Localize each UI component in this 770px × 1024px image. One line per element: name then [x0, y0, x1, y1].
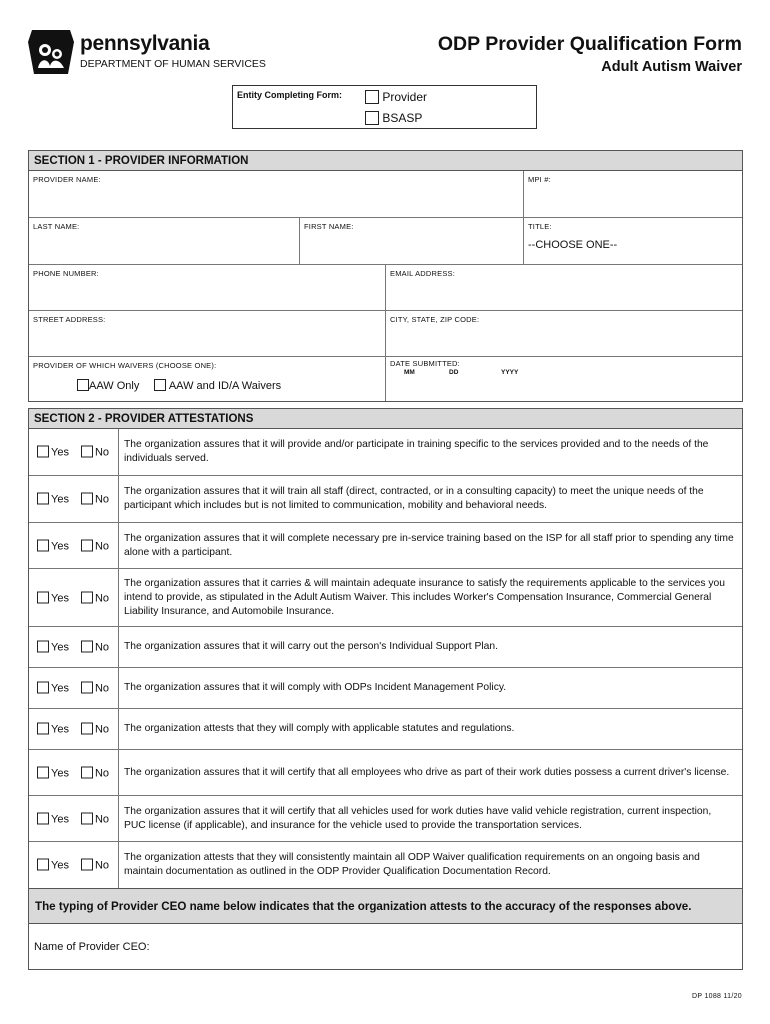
phone-label: PHONE NUMBER:	[33, 269, 99, 278]
yes-no-options	[37, 641, 109, 654]
no-checkbox[interactable]	[81, 641, 93, 653]
org-department: DEPARTMENT OF HUMAN SERVICES	[80, 58, 266, 70]
section-2-title: SECTION 2 - PROVIDER ATTESTATIONS	[29, 409, 742, 429]
phone-field[interactable]	[29, 265, 386, 311]
provider-name-field[interactable]	[29, 171, 524, 218]
mpi-label: MPI #:	[528, 175, 551, 184]
title-label: TITLE:	[528, 222, 552, 231]
yes-checkbox[interactable]	[37, 812, 49, 824]
entity-label: Entity Completing Form:	[237, 90, 342, 100]
yes-checkbox[interactable]	[37, 446, 49, 458]
yes-checkbox[interactable]	[37, 682, 49, 694]
no-label: No	[94, 641, 110, 654]
street-field[interactable]	[29, 311, 386, 357]
yes-checkbox[interactable]	[37, 766, 49, 778]
no-label: No	[94, 813, 110, 825]
section-2	[28, 408, 743, 889]
section-1	[28, 150, 743, 402]
city-label: CITY, STATE, ZIP CODE:	[390, 315, 480, 324]
yes-no-options	[37, 766, 109, 779]
form-subtitle: Adult Autism Waiver	[601, 59, 742, 75]
attestation-row	[29, 523, 742, 569]
attestation-row	[29, 750, 742, 796]
yes-no-options	[37, 859, 109, 872]
attestation-confirm-bar: The typing of Provider CEO name below indicates that the organization attests to the accuracy of the responses above.	[28, 888, 743, 924]
no-label: No	[94, 859, 110, 872]
yes-no-options	[37, 591, 109, 604]
waivers-label: PROVIDER OF WHICH WAIVERS (CHOOSE ONE):	[33, 361, 217, 370]
date-label: DATE SUBMITTED:	[390, 359, 460, 368]
attestation-text: The organization assures that it will carry out the person's Individual Support Plan.	[124, 641, 498, 652]
keystone-seal-icon	[28, 28, 74, 76]
yes-no-cell	[29, 842, 119, 888]
aaw-only-label: AAW Only	[89, 380, 140, 392]
yes-no-cell	[29, 523, 119, 568]
form-code: DP 1088 11/20	[692, 993, 742, 1000]
no-label: No	[94, 446, 110, 459]
yes-no-options	[37, 539, 109, 552]
entity-option-bsasp[interactable]	[365, 111, 422, 125]
attestation-row	[29, 476, 742, 523]
yes-checkbox[interactable]	[37, 641, 49, 653]
bsasp-checkbox[interactable]	[365, 111, 379, 125]
org-name: pennsylvania	[80, 32, 210, 55]
no-label: No	[94, 723, 110, 736]
provider-label: Provider	[382, 90, 428, 104]
aaw-only-checkbox[interactable]	[77, 379, 89, 391]
no-label: No	[94, 493, 110, 506]
attestation-row	[29, 569, 742, 627]
yes-no-options	[37, 812, 109, 825]
no-checkbox[interactable]	[81, 682, 93, 694]
no-checkbox[interactable]	[81, 493, 93, 505]
date-mm: MM	[404, 369, 415, 376]
date-submitted-field[interactable]	[386, 357, 742, 401]
yes-checkbox[interactable]	[37, 539, 49, 551]
yes-label: Yes	[51, 723, 69, 736]
first-name-label: FIRST NAME:	[304, 222, 354, 231]
waivers-field	[29, 357, 386, 401]
attestation-row	[29, 709, 742, 750]
yes-no-cell	[29, 668, 119, 708]
no-label: No	[94, 682, 110, 695]
attestation-row	[29, 796, 742, 842]
attestation-text: The organization attests that they will comply with applicable statutes and regulations.	[124, 723, 515, 734]
yes-label: Yes	[51, 813, 69, 825]
no-checkbox[interactable]	[81, 812, 93, 824]
attestation-row	[29, 668, 742, 709]
aaw-ida-label: AAW and ID/A Waivers	[168, 380, 282, 392]
city-state-zip-field[interactable]	[386, 311, 742, 357]
no-label: No	[94, 540, 110, 552]
yes-label: Yes	[51, 592, 69, 604]
title-value: --CHOOSE ONE--	[528, 239, 618, 251]
last-name-field[interactable]	[29, 218, 300, 265]
yes-label: Yes	[51, 641, 69, 654]
provider-name-label: PROVIDER NAME:	[33, 175, 101, 184]
attestation-row	[29, 842, 742, 888]
date-dd: DD	[449, 369, 459, 376]
yes-no-cell	[29, 750, 119, 795]
attestation-text: The organization assures that it carries & will maintain adequate insurance to satisfy the requirements applicable to the services you intend to provide, as stipulated in the Adult Autism Waiver. This includes Worker's Compensation Insurance, Commercial General Liability Insurance, and Automobile Insurance.	[124, 577, 725, 617]
waiver-options	[77, 379, 281, 392]
yes-no-cell	[29, 569, 119, 626]
yes-no-options	[37, 446, 109, 459]
form-title: ODP Provider Qualification Form	[437, 33, 742, 55]
yes-no-options	[37, 723, 109, 736]
email-label: EMAIL ADDRESS:	[390, 269, 456, 278]
yes-no-options	[37, 493, 109, 506]
yes-no-cell	[29, 429, 119, 475]
no-label: No	[94, 767, 110, 779]
no-checkbox[interactable]	[81, 766, 93, 778]
yes-label: Yes	[51, 446, 69, 459]
title-select[interactable]	[524, 218, 742, 265]
ceo-name-label: Name of Provider CEO:	[34, 941, 150, 953]
section-1-title: SECTION 1 - PROVIDER INFORMATION	[29, 151, 742, 171]
attestation-text: The organization assures that it will certify that all employees who drive as part of their work duties possess a current driver's license.	[124, 766, 730, 778]
yes-checkbox[interactable]	[37, 591, 49, 603]
yes-no-cell	[29, 627, 119, 667]
attestation-row	[29, 429, 742, 476]
attestation-text: The organization attests that they will consistently maintain all ODP Waiver qualification requirements on an ongoing basis and maintain documentation as outlined in the ODP Provider Qualification Documentation Record.	[124, 852, 700, 877]
yes-no-options	[37, 682, 109, 695]
attestation-text: The organization assures that it will certify that all vehicles used for work duties have valid vehicle registration, current inspection, PUC license (if applicable), and insurance for the vehicle used to provide the transportation services.	[124, 805, 712, 831]
yes-label: Yes	[51, 682, 69, 695]
no-label: No	[94, 592, 110, 604]
no-checkbox[interactable]	[81, 446, 93, 458]
no-checkbox[interactable]	[81, 859, 93, 871]
no-checkbox[interactable]	[81, 539, 93, 551]
no-checkbox[interactable]	[81, 723, 93, 735]
yes-checkbox[interactable]	[37, 723, 49, 735]
no-checkbox[interactable]	[81, 591, 93, 603]
attestation-text: The organization assures that it will complete necessary pre in-service training based on the ISP for all staff prior to spending any time alone with a participant.	[124, 532, 734, 558]
entity-option-provider[interactable]	[365, 90, 427, 104]
attestation-text: The organization assures that it will provide and/or participate in training specific to the services provided and to the needs of the individuals served.	[124, 439, 709, 464]
date-yyyy: YYYY	[501, 369, 519, 376]
attestation-text: The organization assures that it will comply with ODPs Incident Management Policy.	[124, 682, 507, 693]
yes-checkbox[interactable]	[37, 493, 49, 505]
yes-label: Yes	[51, 859, 69, 872]
mpi-field[interactable]	[524, 171, 742, 218]
yes-label: Yes	[51, 767, 69, 779]
first-name-field[interactable]	[300, 218, 524, 265]
yes-no-cell	[29, 476, 119, 522]
provider-checkbox[interactable]	[365, 90, 379, 104]
yes-label: Yes	[51, 493, 69, 506]
yes-label: Yes	[51, 540, 69, 552]
aaw-ida-checkbox[interactable]	[154, 379, 166, 391]
last-name-label: LAST NAME:	[33, 222, 80, 231]
street-label: STREET ADDRESS:	[33, 315, 106, 324]
yes-checkbox[interactable]	[37, 859, 49, 871]
bsasp-label: BSASP	[382, 111, 423, 125]
yes-no-cell	[29, 709, 119, 749]
yes-no-cell	[29, 796, 119, 841]
email-field[interactable]	[386, 265, 742, 311]
attestation-row	[29, 627, 742, 668]
attestation-text: The organization assures that it will train all staff (direct, contracted, or in a consulting capacity) to meet the unique needs of the participant which includes but is not limited to communication, mobility and behavioral needs.	[124, 486, 704, 511]
